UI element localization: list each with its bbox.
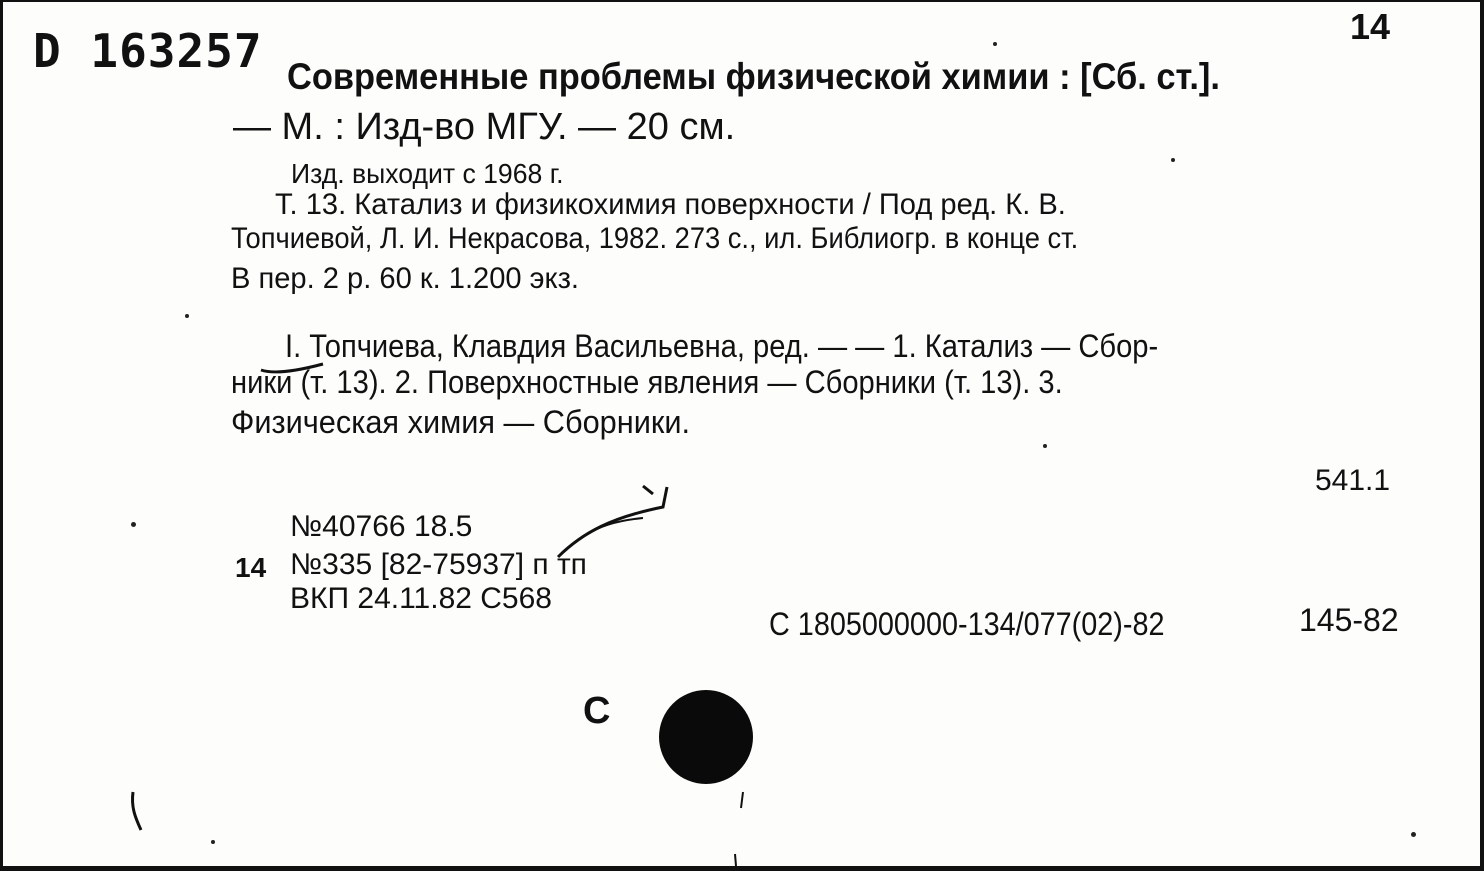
speck (993, 42, 997, 46)
volume-line-1: Т. 13. Катализ и физикохимия поверхности / Под ред. К. В. (275, 188, 1066, 221)
imprint-line: — М. : Изд-во МГУ. — 20 см. (233, 106, 736, 148)
title-text: Современные проблемы физической химии : [Сб. ст.]. (287, 56, 1220, 97)
volume-line-3: В пер. 2 р. 60 к. 1.200 экз. (231, 262, 580, 295)
subject-line-1: I. Топчиева, Клавдия Васильевна, ред. — — 1. Катализ — Сбор- (285, 328, 1159, 364)
subject-line-2: ники (т. 13). 2. Поверхностные явления — Сборники (т. 13). 3. (231, 364, 1063, 400)
subject-line-3: Физическая химия — Сборники. (231, 404, 691, 440)
speck (185, 314, 189, 318)
speck (1043, 444, 1047, 448)
catalog-code: С 1805000000-134/077(02)-82 (769, 606, 1165, 642)
speck (211, 840, 215, 844)
handwritten-marks (3, 2, 1483, 868)
registry-line-2: №335 [82-75937] п тп (290, 548, 587, 581)
classification-number: 541.1 (1315, 464, 1391, 497)
card-number: 14 (1350, 6, 1391, 47)
registry-line-1: №40766 18.5 (290, 510, 473, 543)
note-line: Изд. выходит с 1968 г. (291, 158, 564, 189)
stamp-letter: С (583, 690, 611, 732)
speck (1411, 832, 1416, 837)
registry-prefix: 14 (235, 552, 267, 583)
speck (1171, 158, 1175, 162)
order-code: 145-82 (1299, 602, 1399, 638)
registry-line-3: ВКП 24.11.82 С568 (290, 582, 552, 615)
speck (131, 522, 136, 527)
volume-line-2: Топчиевой, Л. И. Некрасова, 1982. 273 с., ил. Библиогр. в конце ст. (231, 222, 1079, 255)
card-id: D 163257 (33, 24, 263, 78)
